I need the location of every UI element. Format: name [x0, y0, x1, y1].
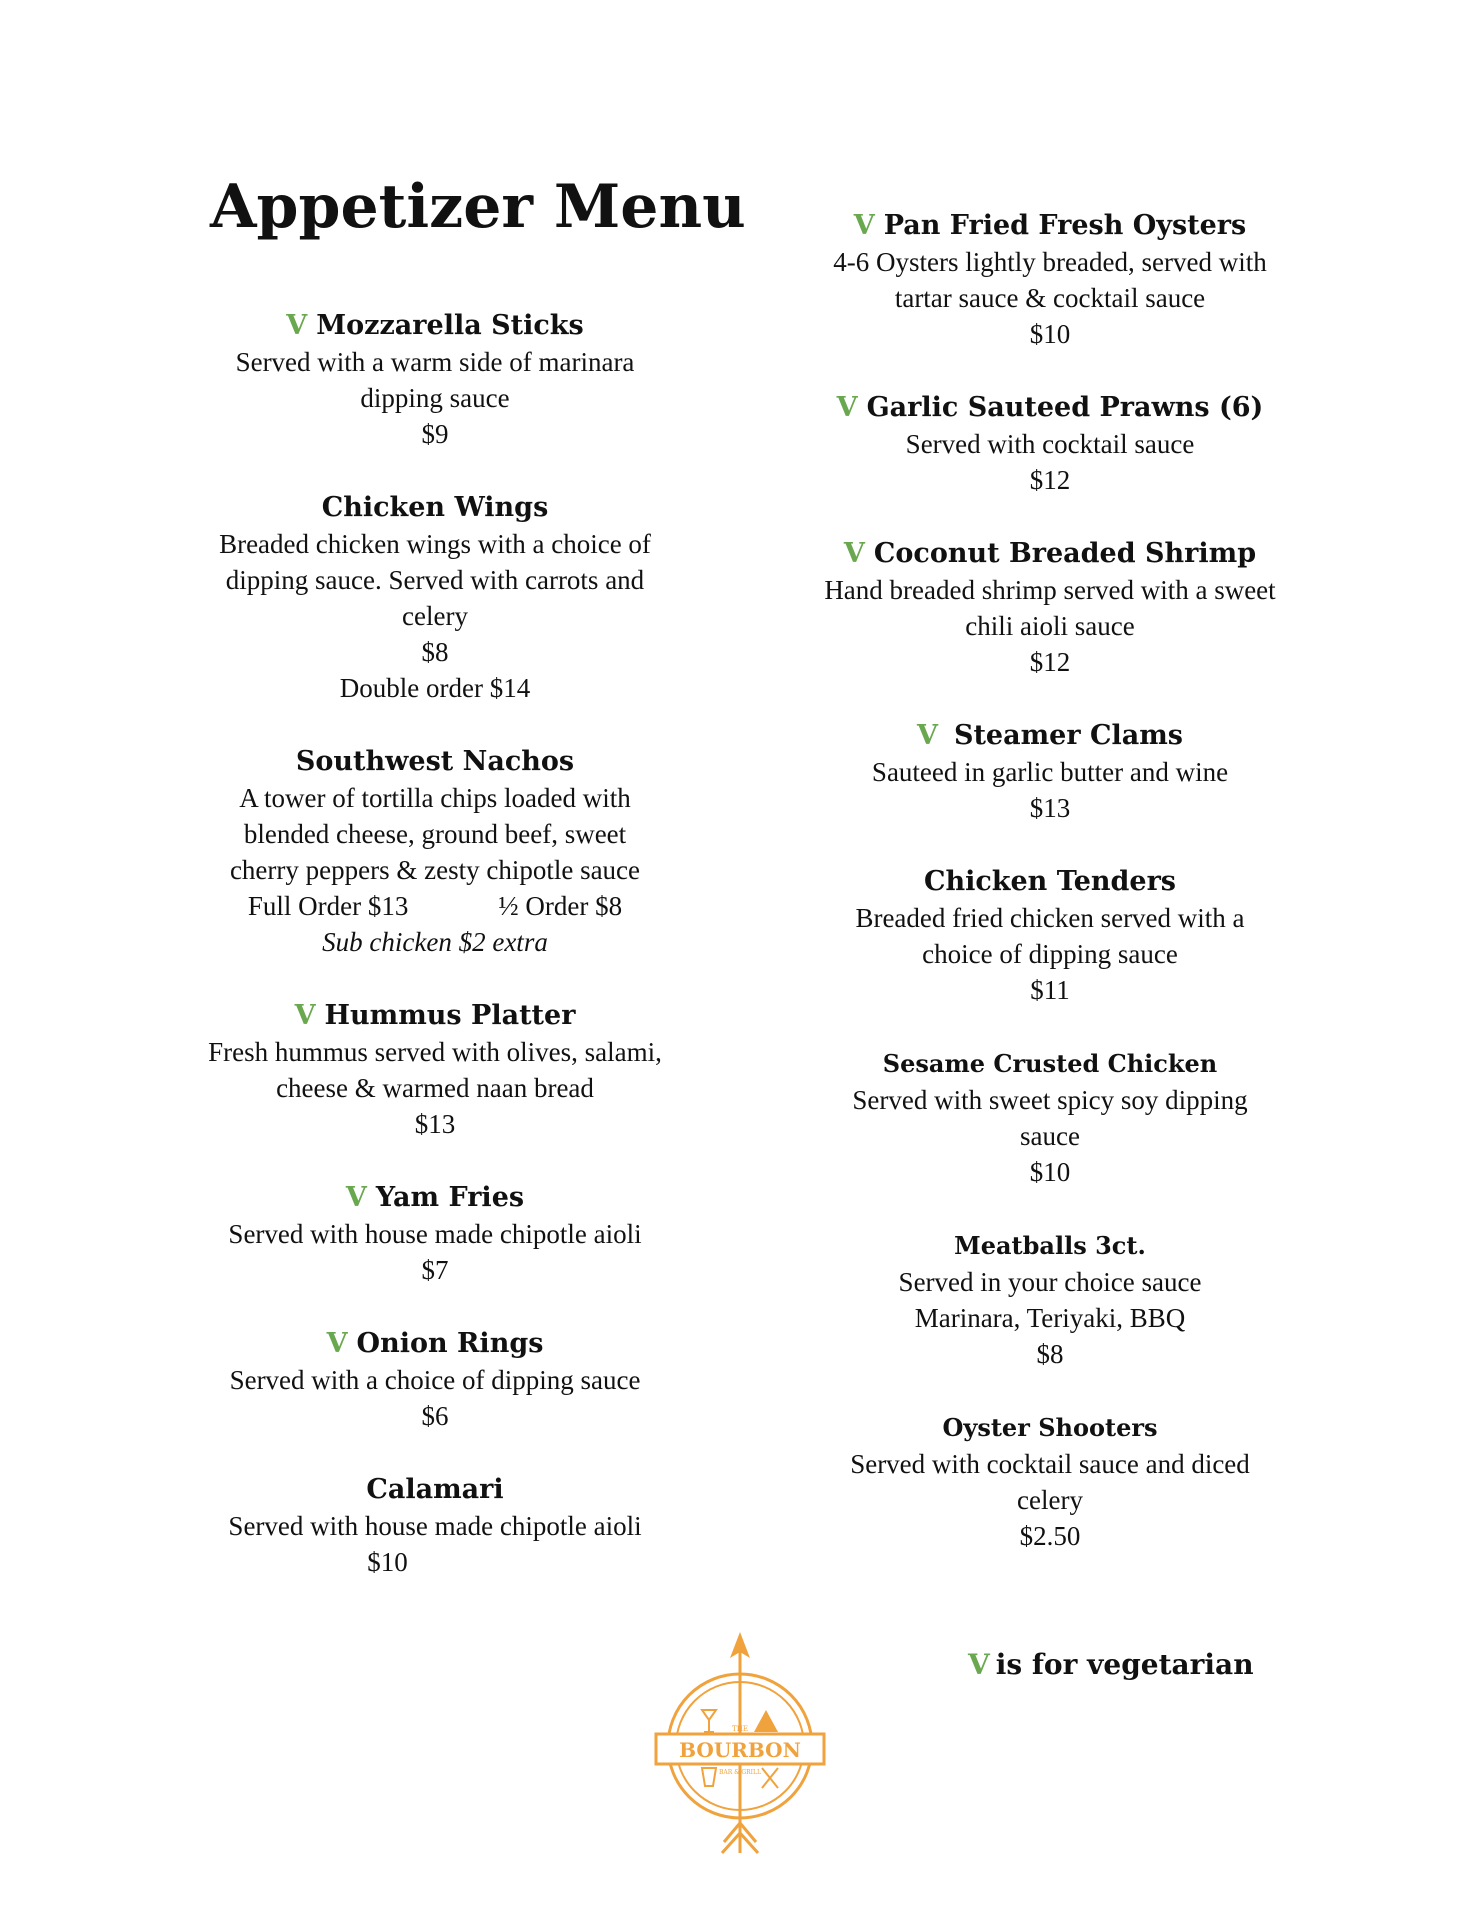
half-order-price: ½ Order $8 — [498, 891, 623, 921]
item-description: tartar sauce & cocktail sauce — [894, 283, 1206, 313]
vegetarian-legend — [968, 1648, 1254, 1681]
logo-top-text: THE — [732, 1725, 748, 1733]
item-description: celery — [402, 601, 468, 631]
vegetarian-marker: V — [968, 1648, 990, 1681]
menu-item-coconut-shrimp — [770, 536, 1330, 680]
item-description: Served with sweet spicy soy dipping — [852, 1085, 1248, 1115]
item-price: $13 — [414, 1109, 456, 1139]
item-description: cherry peppers & zesty chipotle sauce — [229, 855, 641, 885]
item-price: $12 — [1029, 465, 1071, 495]
item-price: $9 — [421, 419, 449, 449]
item-description: Hand breaded shrimp served with a sweet — [824, 575, 1276, 605]
item-description: blended cheese, ground beef, sweet — [243, 819, 627, 849]
menu-item-mozzarella-sticks — [170, 308, 700, 452]
item-price: $8 — [421, 637, 449, 667]
menu-item-garlic-prawns — [770, 390, 1330, 498]
item-description: Sauteed in garlic butter and wine — [871, 757, 1229, 787]
vegetarian-marker: V — [326, 1328, 348, 1359]
item-price: $10 — [1029, 1157, 1071, 1187]
logo-name-text: BOURBON — [679, 1738, 801, 1762]
item-name: Yam Fries — [375, 1182, 525, 1213]
item-description: Served in your choice sauce — [898, 1267, 1202, 1297]
item-description: sauce — [1020, 1121, 1080, 1151]
item-price: $7 — [421, 1255, 449, 1285]
menu-item-sesame-chicken — [770, 1046, 1330, 1190]
item-price: $10 — [1029, 319, 1071, 349]
item-description: cheese & warmed naan bread — [276, 1073, 594, 1103]
item-name: Coconut Breaded Shrimp — [873, 538, 1257, 569]
menu-item-onion-rings — [170, 1326, 700, 1434]
menu-item-oyster-shooters — [770, 1410, 1330, 1554]
logo-sub-text: BAR & GRILL — [718, 1769, 762, 1776]
menu-item-meatballs — [770, 1228, 1330, 1372]
item-description: Breaded chicken wings with a choice of — [219, 529, 651, 559]
menu-item-chicken-wings — [170, 490, 700, 706]
menu-item-yam-fries — [170, 1180, 700, 1288]
vegetarian-marker: V — [917, 720, 938, 751]
item-name: Garlic Sauteed Prawns (6) — [866, 392, 1264, 423]
item-price: $12 — [1029, 647, 1071, 677]
item-description: dipping sauce. Served with carrots and — [225, 565, 645, 595]
item-name: Steamer Clams — [953, 720, 1183, 751]
item-name: Chicken Tenders — [923, 866, 1177, 897]
item-description: A tower of tortilla chips loaded with — [239, 783, 631, 813]
bourbon-logo — [650, 1628, 830, 1858]
left-menu-column — [170, 308, 700, 1580]
item-description: chili aioli sauce — [965, 611, 1135, 641]
full-order-price: Full Order $13 — [247, 891, 409, 921]
item-price: $10 — [367, 1547, 408, 1577]
item-name: Hummus Platter — [324, 1000, 576, 1031]
legend-text: is for vegetarian — [995, 1648, 1254, 1681]
vegetarian-marker: V — [286, 310, 308, 341]
item-description: Served with a choice of dipping sauce — [229, 1365, 641, 1395]
menu-item-southwest-nachos — [170, 744, 700, 960]
menu-item-calamari — [170, 1472, 700, 1580]
item-name: Chicken Wings — [321, 492, 549, 523]
item-extra-price: Double order $14 — [339, 673, 531, 703]
item-description: Served with house made chipotle aioli — [228, 1511, 642, 1541]
vegetarian-marker: V — [345, 1182, 367, 1213]
item-name: Sesame Crusted Chicken — [882, 1049, 1218, 1078]
item-name: Onion Rings — [356, 1328, 544, 1359]
item-description: Breaded fried chicken served with a — [855, 903, 1245, 933]
item-price: $2.50 — [1019, 1521, 1081, 1551]
item-name: Calamari — [366, 1474, 504, 1505]
vegetarian-marker: V — [294, 1000, 316, 1031]
menu-item-hummus-platter — [170, 998, 700, 1142]
item-description: Served with a warm side of marinara — [235, 347, 635, 377]
item-description: dipping sauce — [360, 383, 510, 413]
item-name: Meatballs 3ct. — [954, 1231, 1146, 1260]
vegetarian-marker: V — [843, 538, 865, 569]
menu-item-pan-fried-oysters — [770, 208, 1330, 352]
item-description: 4-6 Oysters lightly breaded, served with — [833, 247, 1267, 277]
item-name: Pan Fried Fresh Oysters — [883, 210, 1247, 241]
menu-item-steamer-clams — [770, 718, 1330, 826]
item-description: Marinara, Teriyaki, BBQ — [914, 1303, 1186, 1333]
order-size-prices — [170, 888, 700, 924]
mountain-icon — [754, 1710, 778, 1732]
item-description: Served with cocktail sauce and diced — [850, 1449, 1250, 1479]
item-description: Fresh hummus served with olives, salami, — [208, 1037, 662, 1067]
item-note: Sub chicken $2 extra — [322, 927, 548, 957]
right-menu-column — [770, 208, 1330, 1554]
menu-item-chicken-tenders — [770, 864, 1330, 1008]
item-name: Oyster Shooters — [942, 1413, 1158, 1442]
item-description: Served with cocktail sauce — [905, 429, 1195, 459]
item-price: $6 — [421, 1401, 449, 1431]
item-price: $11 — [1030, 975, 1070, 1005]
item-description: Served with house made chipotle aioli — [228, 1219, 642, 1249]
item-description: celery — [1017, 1485, 1083, 1515]
item-description: choice of dipping sauce — [922, 939, 1178, 969]
item-name: Mozzarella Sticks — [316, 310, 584, 341]
item-name: Southwest Nachos — [295, 746, 575, 777]
vegetarian-marker: V — [853, 210, 875, 241]
item-price: $8 — [1036, 1339, 1064, 1369]
page-title: Appetizer Menu — [210, 172, 746, 242]
item-price: $13 — [1029, 793, 1071, 823]
vegetarian-marker: V — [836, 392, 858, 423]
